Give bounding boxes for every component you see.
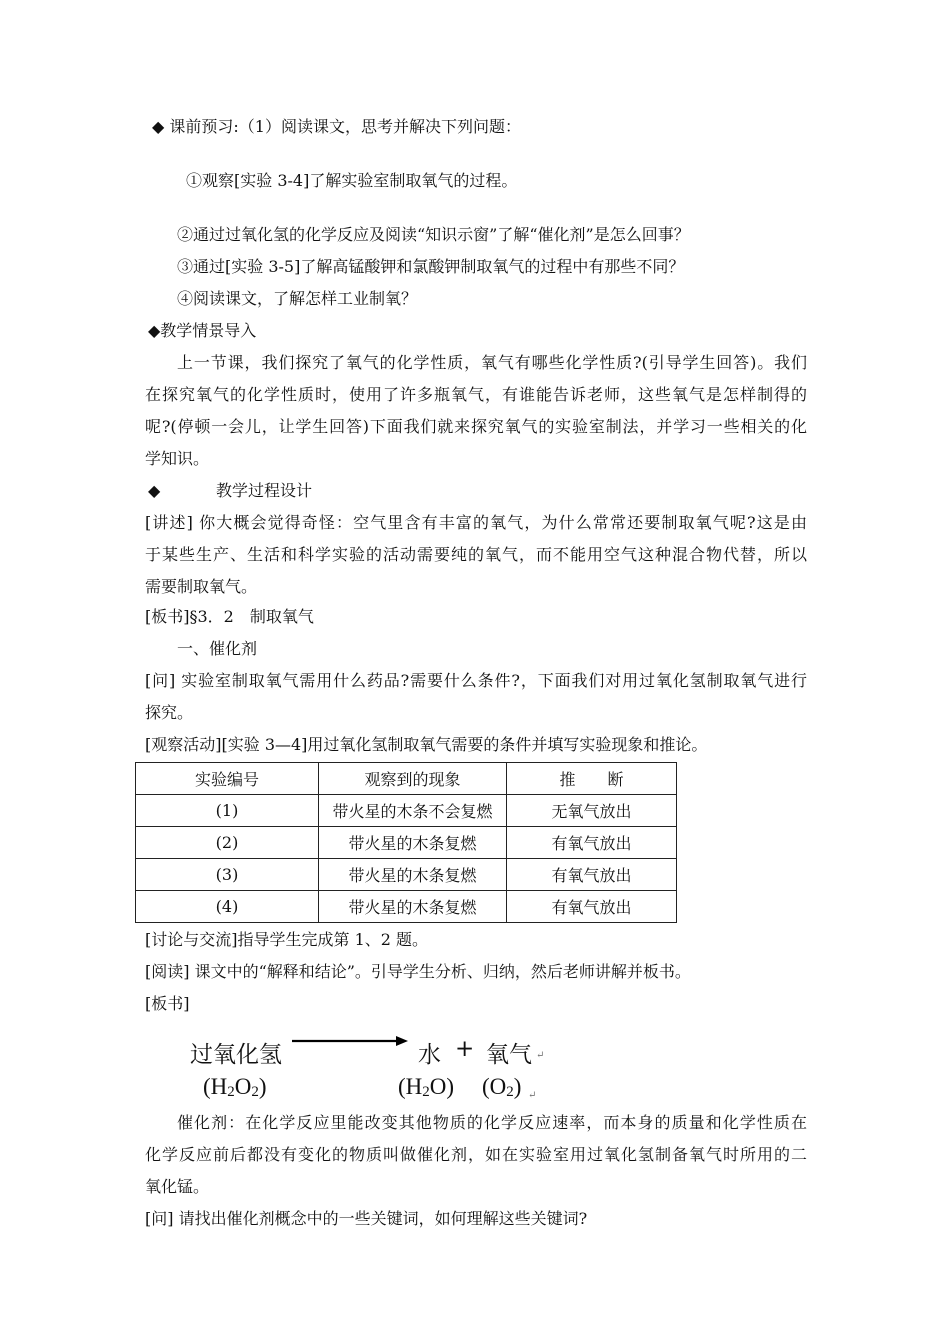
table-row [136, 891, 677, 923]
table-cell: 有氧气放出 [507, 827, 677, 859]
question-line-1: [问] 实验室制取氧气需用什么药品?需要什么条件?，下面我们对用过氧化氢制取氧气进行 [145, 671, 807, 690]
table-cell: 无氧气放出 [507, 795, 677, 827]
equation-plus: + [455, 1036, 475, 1062]
lecture-line-2: 于某些生产、生活和科学实验的活动需要纯的氧气，而不能用空气这种混合物代替，所以 [145, 545, 807, 564]
table-header-cell: 观察到的现象 [319, 763, 507, 795]
preview-item-4: ④阅读课文，了解怎样工业制氧？ [177, 289, 418, 308]
table-header-row [136, 763, 677, 795]
equation-product-2: 氧气 [486, 1042, 532, 1068]
experiment-table [135, 762, 677, 923]
table-cell: 带火星的木条复燃 [319, 891, 507, 923]
preview-item-2: ②通过过氧化氢的化学反应及阅读“知识示窗”了解“催化剂”是怎么回事？ [177, 225, 690, 244]
equation-reactant: 过氧化氢 [190, 1042, 282, 1068]
table-header-cell: 实验编号 [136, 763, 319, 795]
product-2-formula: $(O_2)$ [482, 1074, 522, 1100]
table-cell: 带火星的木条复燃 [319, 859, 507, 891]
board-title: [板书]§3．2 制取氧气 [145, 607, 314, 626]
preview-item-3: ③通过[实验 3-5]了解高锰酸钾和氯酸钾制取氧气的过程中有那些不同？ [177, 257, 685, 276]
catalyst-line-3: 氧化锰。 [145, 1177, 210, 1196]
intro-line-4: 学知识。 [145, 449, 210, 468]
table-cell: 有氧气放出 [507, 859, 677, 891]
lecture-line-1: [讲述] 你大概会觉得奇怪：空气里含有丰富的氧气，为什么常常还要制取氧气呢?这是由 [145, 513, 807, 532]
reaction-arrow-icon [290, 1032, 412, 1050]
process-bullet: ◆ [148, 481, 161, 500]
discussion-line: [讨论与交流]指导学生完成第 1、2 题。 [145, 930, 429, 949]
section-one-heading: 一、催化剂 [177, 639, 258, 658]
reactant-formula: $(H_2O_2)$ [203, 1074, 267, 1100]
table-cell: 有氧气放出 [507, 891, 677, 923]
table-cell: (1) [136, 795, 319, 827]
catalyst-line-1: 催化剂：在化学反应里能改变其他物质的化学反应速率，而本身的质量和化学性质在 [177, 1113, 807, 1132]
preview-item-1: ①观察[实验 3-4]了解实验室制取氧气的过程。 [186, 171, 518, 190]
question-line-2: 探究。 [145, 703, 194, 722]
return-mark-icon: ↵ [536, 1050, 545, 1061]
activity-line: [观察活动][实验 3—4]用过氧化氢制取氧气需要的条件并填写实验现象和推论。 [145, 735, 708, 754]
board-label: [板书] [145, 994, 190, 1013]
product-1-formula: $(H_2O)$ [398, 1074, 455, 1100]
table-row [136, 859, 677, 891]
catalyst-question: [问] 请找出催化剂概念中的一些关键词，如何理解这些关键词? [145, 1209, 588, 1228]
table-cell: 带火星的木条不会复燃 [319, 795, 507, 827]
intro-line-2: 在探究氧气的化学性质时，使用了许多瓶氧气，有谁能告诉老师，这些氧气是怎样制得的 [145, 385, 807, 404]
catalyst-line-2: 化学反应前后都没有变化的物质叫做催化剂，如在实验室用过氧化氢制备氧气时所用的二 [145, 1145, 807, 1164]
table-cell: (3) [136, 859, 319, 891]
table-row [136, 827, 677, 859]
preview-heading: ◆ 课前预习:（1）阅读课文，思考并解决下列问题： [152, 117, 521, 136]
process-heading: 教学过程设计 [216, 481, 313, 500]
reading-line: [阅读] 课文中的“解释和结论”。引导学生分析、归纳，然后老师讲解并板书。 [145, 962, 691, 981]
table-header-cell: 推 断 [507, 763, 677, 795]
table-cell: (4) [136, 891, 319, 923]
intro-line-3: 呢?(停顿一会儿，让学生回答)下面我们就来探究氧气的实验室制法，并学习一些相关的化 [145, 417, 807, 436]
intro-line-1: 上一节课，我们探究了氧气的化学性质，氧气有哪些化学性质?(引导学生回答)。我们 [177, 353, 807, 372]
lecture-line-3: 需要制取氧气。 [145, 577, 258, 596]
equation-product-1: 水 [418, 1042, 441, 1068]
return-mark-icon: ↵ [528, 1090, 537, 1101]
table-cell: (2) [136, 827, 319, 859]
table-cell: 带火星的木条复燃 [319, 827, 507, 859]
table-row [136, 795, 677, 827]
intro-heading: ◆教学情景导入 [148, 321, 257, 340]
